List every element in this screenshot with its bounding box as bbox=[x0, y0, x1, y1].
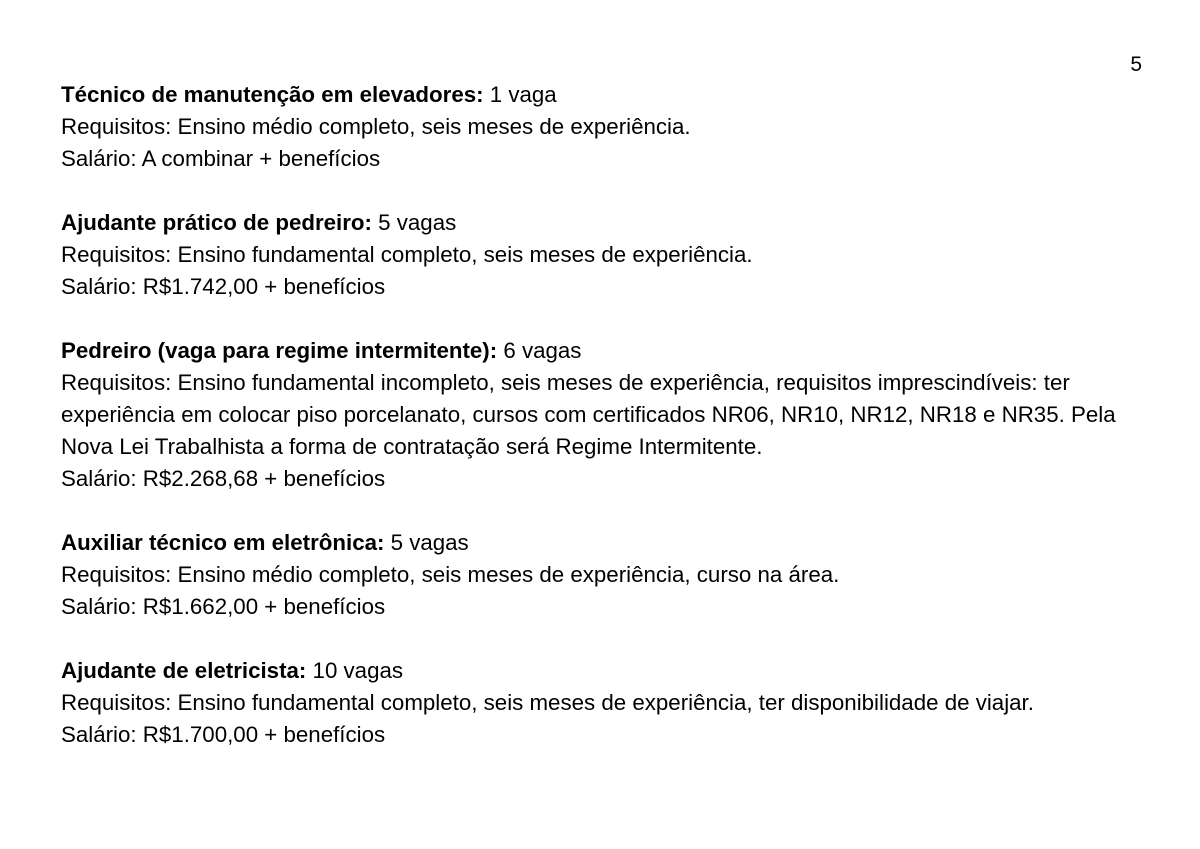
job-salary: Salário: R$2.268,68 + benefícios bbox=[61, 466, 386, 491]
job-title: Técnico de manutenção em elevadores: bbox=[61, 82, 484, 107]
job-requirements: Requisitos: Ensino fundamental incompleto, seis meses de experiência, requisitos imprescindíveis: ter experiência em colocar piso porcelanato, cursos com certificados NR06, NR10, NR12, NR18 e NR35. Pela Nova Lei Trabalhista a forma de contratação será Regime Intermitente. bbox=[61, 370, 1116, 459]
job-listing bbox=[61, 207, 1151, 303]
job-salary: Salário: R$1.700,00 + benefícios bbox=[61, 722, 386, 747]
job-vacancies: 10 vagas bbox=[306, 658, 404, 683]
job-listing bbox=[61, 527, 1151, 623]
job-requirements: Requisitos: Ensino fundamental completo, seis meses de experiência. bbox=[61, 242, 753, 267]
job-salary: Salário: A combinar + benefícios bbox=[61, 146, 381, 171]
job-listings bbox=[61, 79, 1151, 783]
job-vacancies: 6 vagas bbox=[497, 338, 582, 363]
job-salary: Salário: R$1.662,00 + benefícios bbox=[61, 594, 386, 619]
job-heading bbox=[61, 207, 1151, 239]
job-title: Pedreiro (vaga para regime intermitente): bbox=[61, 338, 498, 363]
job-requirements: Requisitos: Ensino médio completo, seis meses de experiência. bbox=[61, 114, 691, 139]
job-heading bbox=[61, 335, 1151, 367]
job-listing bbox=[61, 655, 1151, 751]
job-listing bbox=[61, 79, 1151, 175]
job-heading bbox=[61, 79, 1151, 111]
job-heading bbox=[61, 527, 1151, 559]
job-title: Ajudante de eletricista: bbox=[61, 658, 307, 683]
job-vacancies: 1 vaga bbox=[483, 82, 557, 107]
job-salary: Salário: R$1.742,00 + benefícios bbox=[61, 274, 386, 299]
job-vacancies: 5 vagas bbox=[371, 210, 457, 235]
job-title: Ajudante prático de pedreiro: bbox=[61, 210, 372, 235]
job-heading bbox=[61, 655, 1151, 687]
job-vacancies: 5 vagas bbox=[384, 530, 469, 555]
job-requirements: Requisitos: Ensino médio completo, seis meses de experiência, curso na área. bbox=[61, 562, 840, 587]
page-number: 5 bbox=[1130, 53, 1142, 76]
job-title: Auxiliar técnico em eletrônica: bbox=[61, 530, 385, 555]
job-listing bbox=[61, 335, 1151, 495]
job-requirements: Requisitos: Ensino fundamental completo, seis meses de experiência, ter disponibilidade de viajar. bbox=[61, 690, 1034, 715]
